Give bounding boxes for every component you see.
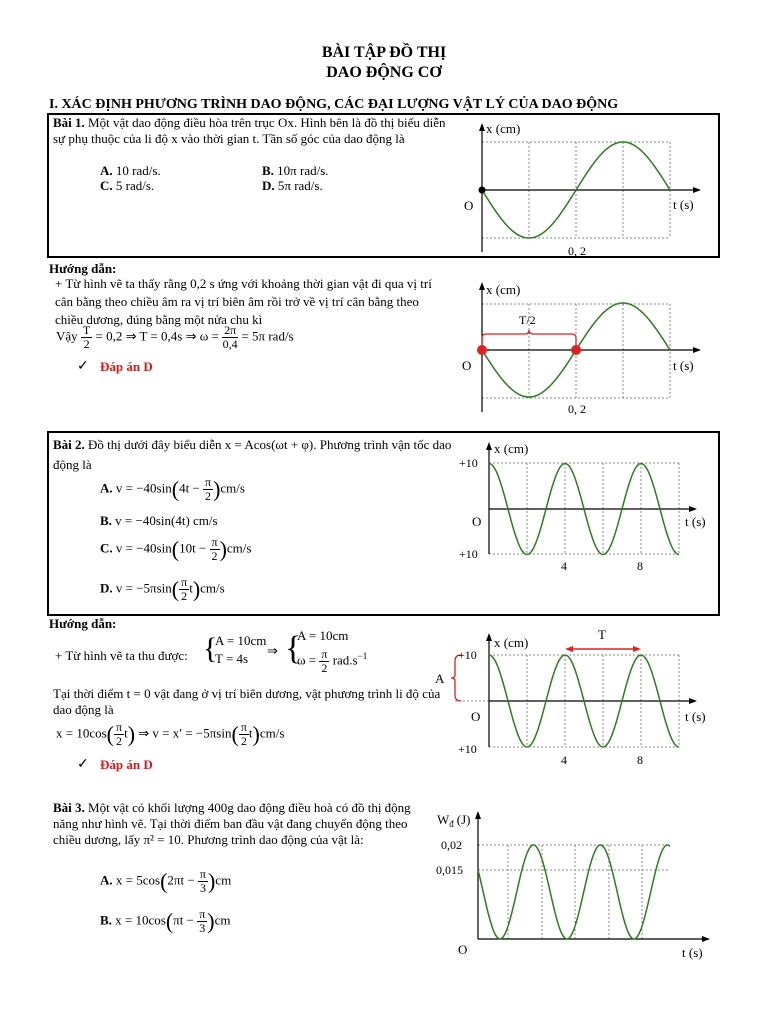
bai2-question: Đồ thị dưới đây biểu diễn xyxy=(88,437,222,452)
fraction xyxy=(81,324,92,351)
origin-dot xyxy=(479,187,486,194)
eq-text: cm/s xyxy=(259,725,285,741)
fraction xyxy=(319,648,329,675)
y-axis-label: x (cm) xyxy=(494,635,529,650)
fraction xyxy=(179,576,189,603)
numerator: π xyxy=(199,867,206,881)
numerator: π xyxy=(240,720,247,734)
option-key: B. xyxy=(100,912,112,928)
eq-text: ω = xyxy=(297,652,317,668)
numerator: π xyxy=(116,720,123,734)
y-min-label: +10 xyxy=(459,547,478,561)
page-subtitle: DAO ĐỘNG CƠ xyxy=(326,64,442,81)
hd2-system-1: { A = 10cm T = 4s xyxy=(203,632,267,666)
fraction xyxy=(197,908,207,935)
tick-label: 0, 2 xyxy=(568,402,586,416)
numerator: π xyxy=(199,907,206,921)
option-text: 4t − xyxy=(179,480,200,496)
bai2-label: Bài 2. xyxy=(53,437,85,452)
option-text: 5π rad/s. xyxy=(277,178,323,193)
option-key: C. xyxy=(100,178,113,193)
origin-label: O xyxy=(472,514,482,529)
hd2-equation: x = 10cos( $\frac{\pi}{2}$ t) ⇒ v = x′ = −5πsin( $\frac{\pi}{2}$ t)cm/s xyxy=(56,720,285,748)
amplitude-label: A xyxy=(435,671,445,686)
fraction xyxy=(239,721,249,748)
option-key: A. xyxy=(100,872,113,888)
x-axis-label: t (s) xyxy=(673,197,694,212)
bai2-question-end: . Phương trình vận tốc dao động là xyxy=(53,437,452,472)
bai1-question: Một vật dao động điều hòa trên trục Ox. Hình bên là đồ thị biểu diễn sự phụ thuộc của li độ x vào thời gian t. Tần số góc của dao động là xyxy=(53,115,446,146)
eq-line: A = 10cm xyxy=(297,628,349,643)
option-key: C. xyxy=(100,540,113,556)
graph-1 xyxy=(455,117,717,257)
origin-label: O xyxy=(458,942,468,957)
option-key: A. xyxy=(100,163,113,178)
denominator: 2 xyxy=(205,489,212,503)
x-axis-label: t (s) xyxy=(685,709,706,724)
bai2-option-d[interactable]: D. v = −5πsin( $\frac{\pi}{2}$ t)cm/s xyxy=(100,575,225,603)
y-max-label: +10 xyxy=(458,648,477,662)
eq-text: x = 10cos xyxy=(56,725,107,741)
bai1-text xyxy=(53,115,449,147)
option-text: cm xyxy=(214,912,231,928)
option-text: 10t − xyxy=(179,540,207,556)
option-text: cm/s xyxy=(200,580,225,596)
option-text: 10π rad/s. xyxy=(277,163,329,178)
bai2-equation: x = Acos(ωt + φ) xyxy=(224,437,314,452)
option-text: πt − xyxy=(173,912,194,928)
bai3-option-a[interactable]: A. x = 5cos(2πt − $\frac{\pi}{3}$ )cm xyxy=(100,867,232,895)
bai2-option-c[interactable]: C. v = −40sin(10t − $\frac{\pi}{2}$ )cm/s xyxy=(100,535,252,563)
numerator: π xyxy=(205,475,212,489)
tick-8: 8 xyxy=(637,753,643,767)
y-axis-label: $W_đ$ (J) xyxy=(437,812,471,829)
period-label: T xyxy=(598,627,606,642)
origin-label: O xyxy=(464,198,474,213)
eq-text: t xyxy=(124,725,128,741)
numerator: π xyxy=(211,535,218,549)
bai3-option-b[interactable]: B. x = 10cos(πt − $\frac{\pi}{3}$ )cm xyxy=(100,907,231,935)
page-title: BÀI TẬP ĐỒ THỊ xyxy=(321,44,447,61)
half-period-label: T/2 xyxy=(519,313,536,327)
answer-1: Đáp án D xyxy=(100,359,153,374)
fraction xyxy=(210,536,220,563)
point-end xyxy=(571,345,581,355)
option-key: D. xyxy=(262,178,275,193)
x-axis-label: t (s) xyxy=(673,358,694,373)
option-text: x = 10cos xyxy=(115,912,166,928)
hd1-text: + Từ hình vẽ ta thấy rằng 0,2 s ứng với khoảng thời gian vật đi qua vị trí cân bằng theo chiều âm ra vị trí biên âm rồi trở về vị trí cân bằng theo chiều dương, đúng bằng một nửa chu kì xyxy=(55,276,432,327)
eq-text: ⇒ v = x′ = −5πsin xyxy=(138,725,232,741)
bai2-text xyxy=(53,435,453,475)
bai3-label: Bài 3. xyxy=(53,800,85,815)
option-text: cm/s xyxy=(220,480,245,496)
denominator: 2 xyxy=(83,337,90,351)
superscript: −1 xyxy=(357,651,368,662)
eq-line xyxy=(297,648,367,675)
bai1-label: Bài 1. xyxy=(53,115,85,130)
denominator: 2 xyxy=(181,589,188,603)
fraction xyxy=(222,324,238,351)
eq-text: rad.s xyxy=(332,652,358,668)
check-icon: ✓ xyxy=(77,359,89,374)
numerator: π xyxy=(181,575,188,589)
eq-line: T = 4s xyxy=(215,651,249,666)
denominator: 2 xyxy=(321,661,328,675)
bai2-option-a[interactable]: A. v = −40sin(4t − $\frac{\pi}{2}$ )cm/s xyxy=(100,475,245,503)
option-text: v = −40sin(4t) cm/s xyxy=(115,513,218,528)
graph-2 xyxy=(455,276,717,416)
bai1-option-d[interactable] xyxy=(262,178,323,194)
y-axis-label: x (cm) xyxy=(486,282,521,297)
option-text: cm/s xyxy=(226,540,252,556)
bai1-option-b[interactable] xyxy=(262,163,329,179)
bai1-option-c[interactable] xyxy=(100,178,154,194)
y-value-label: 0,015 xyxy=(436,863,463,877)
implies-icon: ⇒ xyxy=(267,643,278,658)
hd2-system-2: { A = 10cm ω = $\frac{\pi}{2}$ $rad.s^{-1}$ xyxy=(285,628,368,675)
fraction xyxy=(198,868,208,895)
fraction xyxy=(203,476,213,503)
y-max-label: +10 xyxy=(459,456,478,470)
tick-4: 4 xyxy=(561,559,567,573)
tick-8: 8 xyxy=(637,559,643,573)
option-text: x = 5cos xyxy=(115,872,161,888)
option-text: cm xyxy=(215,872,232,888)
point-start xyxy=(477,345,487,355)
fraction xyxy=(114,721,124,748)
option-text: 10 rad/s. xyxy=(115,163,161,178)
graph-3 xyxy=(455,436,717,576)
tick-label: 0, 2 xyxy=(568,244,586,257)
numerator: 2π xyxy=(224,323,237,337)
answer-2: Đáp án D xyxy=(100,757,153,772)
eq-line: A = 10cm xyxy=(215,633,267,648)
hd1-equation xyxy=(56,324,294,351)
numerator: T xyxy=(82,323,91,337)
hd2-intro: + Từ hình vẽ ta thu được: xyxy=(55,648,188,663)
y-axis-label: x (cm) xyxy=(494,441,529,456)
bai3-question: Một vật có khối lượng 400g dao động điều hoà có đồ thị động năng như hình vẽ. Tại thời điểm ban đầu vật đang chuyển động theo chiều dương, lấy π² = 10. Phương trình dao động của vật là: xyxy=(53,800,411,847)
bai1-option-a[interactable] xyxy=(100,163,161,179)
graph-4 xyxy=(425,625,717,770)
x-axis-label: t (s) xyxy=(685,514,706,529)
hd1-label: Hướng dẫn: xyxy=(49,261,117,276)
y-value-label: 0,02 xyxy=(441,838,462,852)
option-text: v = −40sin xyxy=(115,540,172,556)
denominator: 2 xyxy=(240,734,247,748)
option-key: A. xyxy=(100,480,113,496)
option-text: v = −40sin xyxy=(115,480,172,496)
option-text: 5 rad/s. xyxy=(115,178,155,193)
option-text: v = −5πsin xyxy=(115,580,172,596)
x-axis-label: t (s) xyxy=(682,945,703,960)
denominator: 3 xyxy=(199,881,206,895)
eq-text: Vậy xyxy=(56,328,78,344)
eq-text: = 0,2 ⇒ T = 0,4s ⇒ ω = xyxy=(95,328,219,344)
denominator: 0,4 xyxy=(222,337,238,351)
bai2-option-b[interactable] xyxy=(100,513,218,529)
graph5-curve xyxy=(478,845,670,939)
eq-text: = 5π rad/s xyxy=(241,328,294,344)
numerator: π xyxy=(321,647,328,661)
denominator: 2 xyxy=(211,549,218,563)
origin-label: O xyxy=(471,709,481,724)
y-axis-label: x (cm) xyxy=(486,121,521,136)
hd2-label: Hướng dẫn: xyxy=(49,616,117,631)
origin-label: O xyxy=(462,358,472,373)
section-heading: I. XÁC ĐỊNH PHƯƠNG TRÌNH DAO ĐỘNG, CÁC ĐẠI LƯỢNG VẬT LÝ CỦA DAO ĐỘNG xyxy=(49,97,619,112)
option-key: B. xyxy=(262,163,274,178)
check-icon: ✓ xyxy=(77,757,89,772)
hd2-text: Tại thời điểm t = 0 vật đang ở vị trí biên dương, vật phương trình li độ của dao động là xyxy=(53,686,441,717)
tick-4: 4 xyxy=(561,753,567,767)
eq-text: t xyxy=(248,725,253,741)
bai3-text xyxy=(53,800,423,848)
denominator: 2 xyxy=(116,734,123,748)
graph-5 xyxy=(432,802,722,964)
option-text: t xyxy=(189,580,193,596)
option-key: D. xyxy=(100,580,113,596)
option-text: 2πt − xyxy=(167,872,195,888)
denominator: 3 xyxy=(199,921,206,935)
y-min-label: +10 xyxy=(458,742,477,756)
option-key: B. xyxy=(100,513,112,528)
